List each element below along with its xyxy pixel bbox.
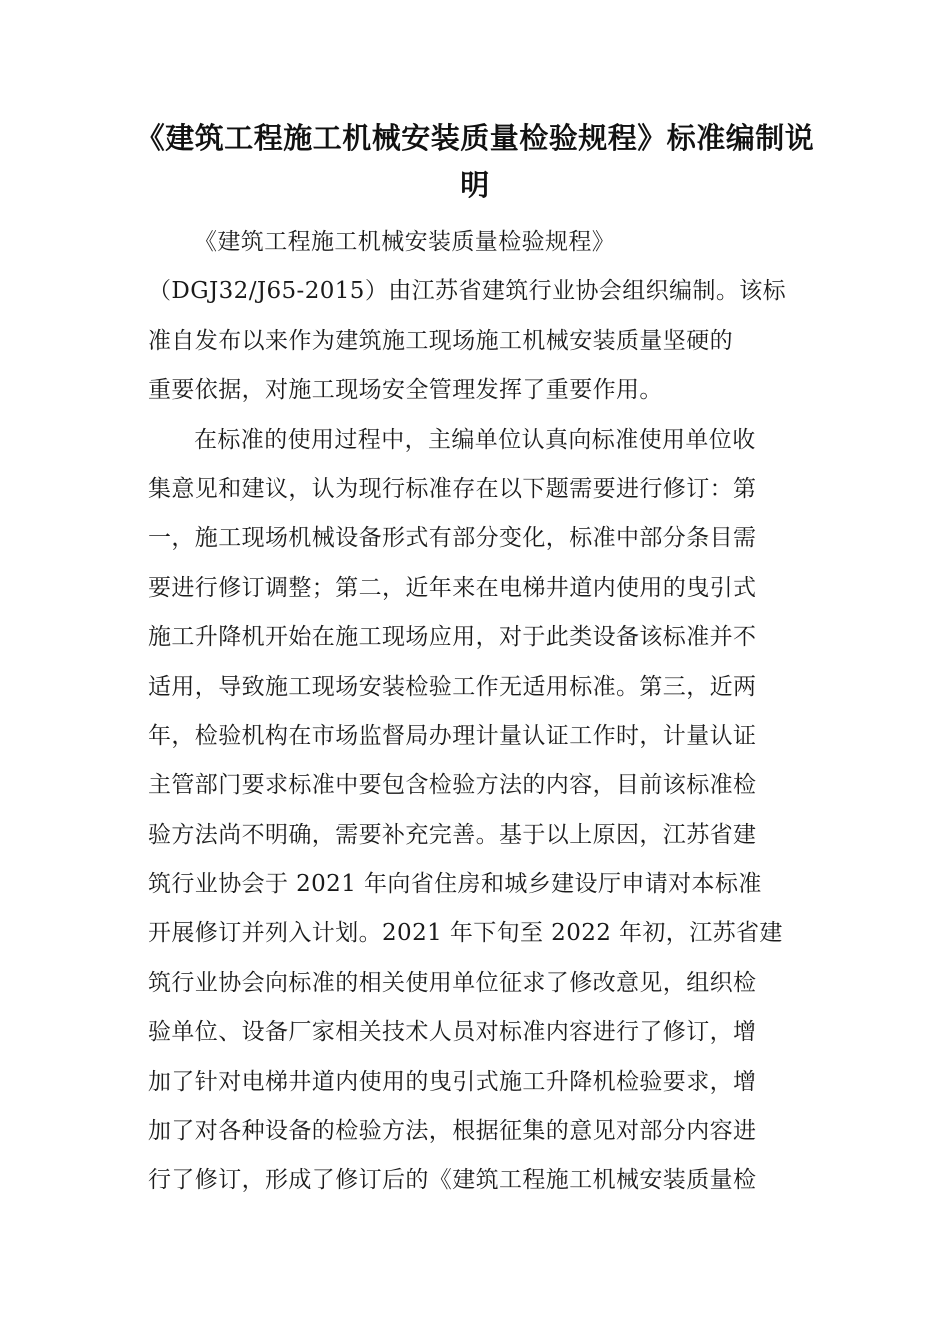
- text-line: 要进行修订调整；第二，近年来在电梯井道内使用的曳引式: [148, 574, 757, 601]
- text-line: 验方法尚不明确，需要补充完善。基于以上原因，江苏省建: [148, 821, 757, 848]
- text-line: 一，施工现场机械设备形式有部分变化，标准中部分条目需: [148, 525, 757, 552]
- text-line: 施工升降机开始在施工现场应用，对于此类设备该标准并不: [148, 624, 757, 651]
- text-line: 验单位、设备厂家相关技术人员对标准内容进行了修订，增: [148, 1019, 757, 1046]
- paragraph-revision: [148, 416, 808, 1206]
- text-line: 重要依据，对施工现场安全管理发挥了重要作用。: [148, 377, 663, 404]
- text-line: 加了针对电梯井道内使用的曳引式施工升降机检验要求，增: [148, 1068, 757, 1095]
- document-title: [130, 115, 820, 209]
- text-line: 集意见和建议，认为现行标准存在以下题需要进行修订：第: [148, 475, 757, 502]
- text-line: 年，检验机构在市场监督局办理计量认证工作时，计量认证: [148, 722, 757, 749]
- text-line: 《建筑工程施工机械安装质量检验规程》: [194, 229, 616, 255]
- text-line: 筑行业协会向标准的相关使用单位征求了修改意见，组织检: [148, 969, 757, 996]
- text-line: 加了对各种设备的检验方法，根据征集的意见对部分内容进: [148, 1118, 757, 1145]
- text-line: 适用，导致施工现场安装检验工作无适用标准。第三，近两: [148, 673, 757, 700]
- title-line: 明: [460, 168, 490, 202]
- text-line: 行了修订，形成了修订后的《建筑工程施工机械安装质量检: [148, 1167, 757, 1194]
- text-line: 开展修订并列入计划。2021 年下旬至 2022 年初，江苏省建: [148, 920, 783, 947]
- text-line: 在标准的使用过程中，主编单位认真向标准使用单位收: [194, 426, 756, 453]
- text-line: （DGJ32/J65-2015）由江苏省建筑行业协会组织编制。该标: [148, 278, 787, 305]
- text-line: 准自发布以来作为建筑施工现场施工机械安装质量坚硬的: [148, 327, 733, 354]
- text-line: 筑行业协会于 2021 年向省住房和城乡建设厅申请对本标准: [148, 871, 762, 898]
- text-line: 主管部门要求标准中要包含检验方法的内容，目前该标准检: [148, 772, 757, 799]
- document-body: [148, 218, 808, 1206]
- paragraph-intro: [148, 218, 808, 416]
- title-line: 《建筑工程施工机械安装质量检验规程》标准编制说: [135, 121, 815, 155]
